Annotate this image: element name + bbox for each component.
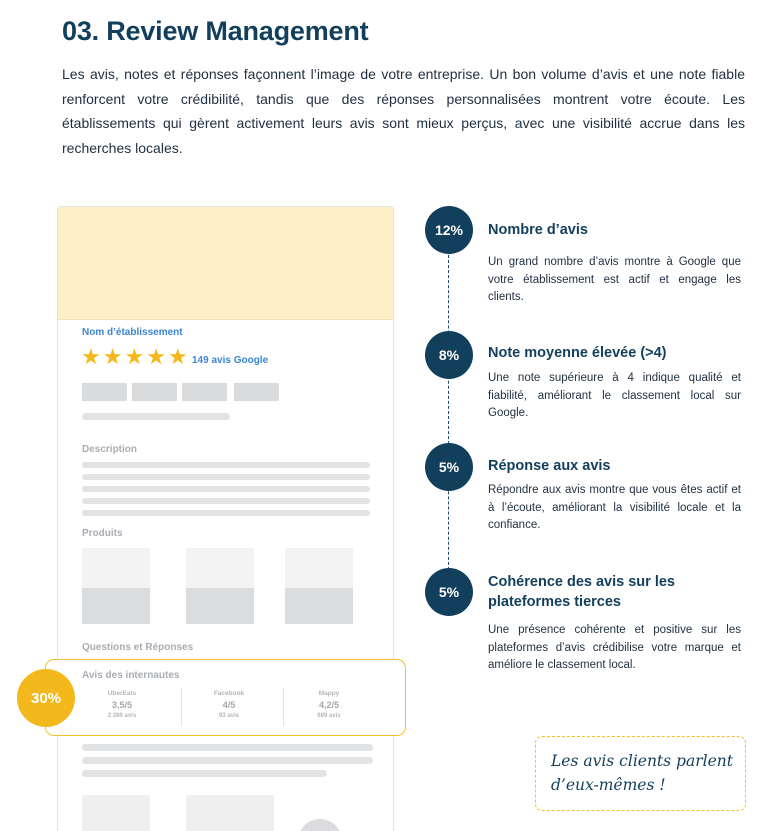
platform-name: Mappy [318, 690, 340, 697]
platform-count: 689 avis [317, 713, 341, 719]
qa-label: Questions et Réponses [82, 642, 194, 653]
platform-score: 4,2/5 [318, 700, 340, 710]
reviews-weight-badge: 30% [17, 669, 75, 727]
factor-percent-badge: 5% [425, 443, 473, 491]
text-line-placeholder [82, 510, 370, 516]
third-party-reviews-panel [45, 659, 406, 736]
text-line-placeholder [82, 770, 327, 777]
platform-facebook [179, 690, 279, 719]
action-button-placeholder [234, 383, 279, 401]
factor-percent-badge: 5% [425, 568, 473, 616]
star-icon: ★ [167, 344, 188, 369]
products-label: Produits [82, 528, 123, 539]
text-line-placeholder [82, 757, 373, 764]
factor-title: Cohérence des avis sur les plateformes tierces [488, 574, 675, 610]
factor-description: Un grand nombre d’avis montre à Google que votre établissement est actif et engage les clients. [488, 256, 741, 303]
photo-tile [82, 795, 150, 831]
quote-callout [535, 736, 746, 811]
factor-description: Une présence cohérente et positive sur les plateformes d’avis crédibilise votre marque et améliore le classement local. [488, 624, 741, 671]
business-name: Nom d’établissement [82, 327, 183, 338]
platform-count: 2 280 avis [107, 713, 137, 719]
platform-score: 3,5/5 [111, 700, 133, 710]
reviews-label: Avis des internautes [82, 670, 180, 681]
platform-name: Facebook [213, 690, 245, 697]
text-line-placeholder [82, 744, 373, 751]
review-count-link[interactable]: 149 avis Google [192, 355, 269, 366]
platform-name: UberEats [107, 690, 137, 697]
product-tile [285, 548, 353, 624]
platform-mappy [279, 690, 379, 719]
action-button-placeholder [82, 383, 127, 401]
description-label: Description [82, 444, 138, 455]
platform-ubereats [72, 690, 172, 719]
factor-percent-badge: 8% [425, 331, 473, 379]
factor-description: Une note supérieure à 4 indique qualité et fiabilité, améliorant le classement local sur Google. [488, 372, 741, 419]
product-tile [186, 548, 254, 624]
text-line-placeholder [82, 413, 230, 420]
text-line-placeholder [82, 462, 370, 468]
factor-percent-badge: 12% [425, 206, 473, 254]
photo-tile [186, 795, 274, 831]
platform-score: 4/5 [222, 700, 236, 710]
text-line-placeholder [82, 498, 370, 504]
factor-description: Répondre aux avis montre que vous êtes actif et à l’écoute, améliorant la visibilité locale et la confiance. [488, 484, 741, 531]
action-button-placeholder [132, 383, 177, 401]
star-icon: ★ [102, 344, 123, 369]
cover-image-placeholder [58, 207, 393, 320]
avatar-placeholder [298, 819, 342, 831]
quote-text: Les avis clients parlent d’eux-mêmes ! [551, 752, 733, 794]
timeline-connector [448, 250, 449, 590]
product-tile [82, 548, 150, 624]
factor-title: Note moyenne élevée (>4) [488, 345, 667, 361]
text-line-placeholder [82, 486, 370, 492]
action-button-placeholder [182, 383, 227, 401]
text-line-placeholder [82, 474, 370, 480]
platform-count: 93 avis [218, 713, 240, 719]
business-profile-mockup [57, 206, 394, 831]
factor-title: Réponse aux avis [488, 458, 611, 474]
star-icon: ★ [146, 344, 166, 369]
star-icon: ★ [81, 344, 101, 369]
factor-title: Nombre d’avis [488, 222, 588, 238]
star-icon: ★ [124, 344, 145, 369]
intro-paragraph: Les avis, notes et réponses façonnent l’image de votre entreprise. Un bon volume d’avis et une note fiable renforcent votre crédibilité, tandis que des réponses personnalisées montrent votre écoute. Les établissements qui gèrent activement leurs avis sont mieux perçus, avec une visibilité accrue dans les recherches locales. [62, 66, 745, 156]
rating-stars [81, 346, 188, 368]
page-title: 03. Review Management [62, 16, 369, 46]
